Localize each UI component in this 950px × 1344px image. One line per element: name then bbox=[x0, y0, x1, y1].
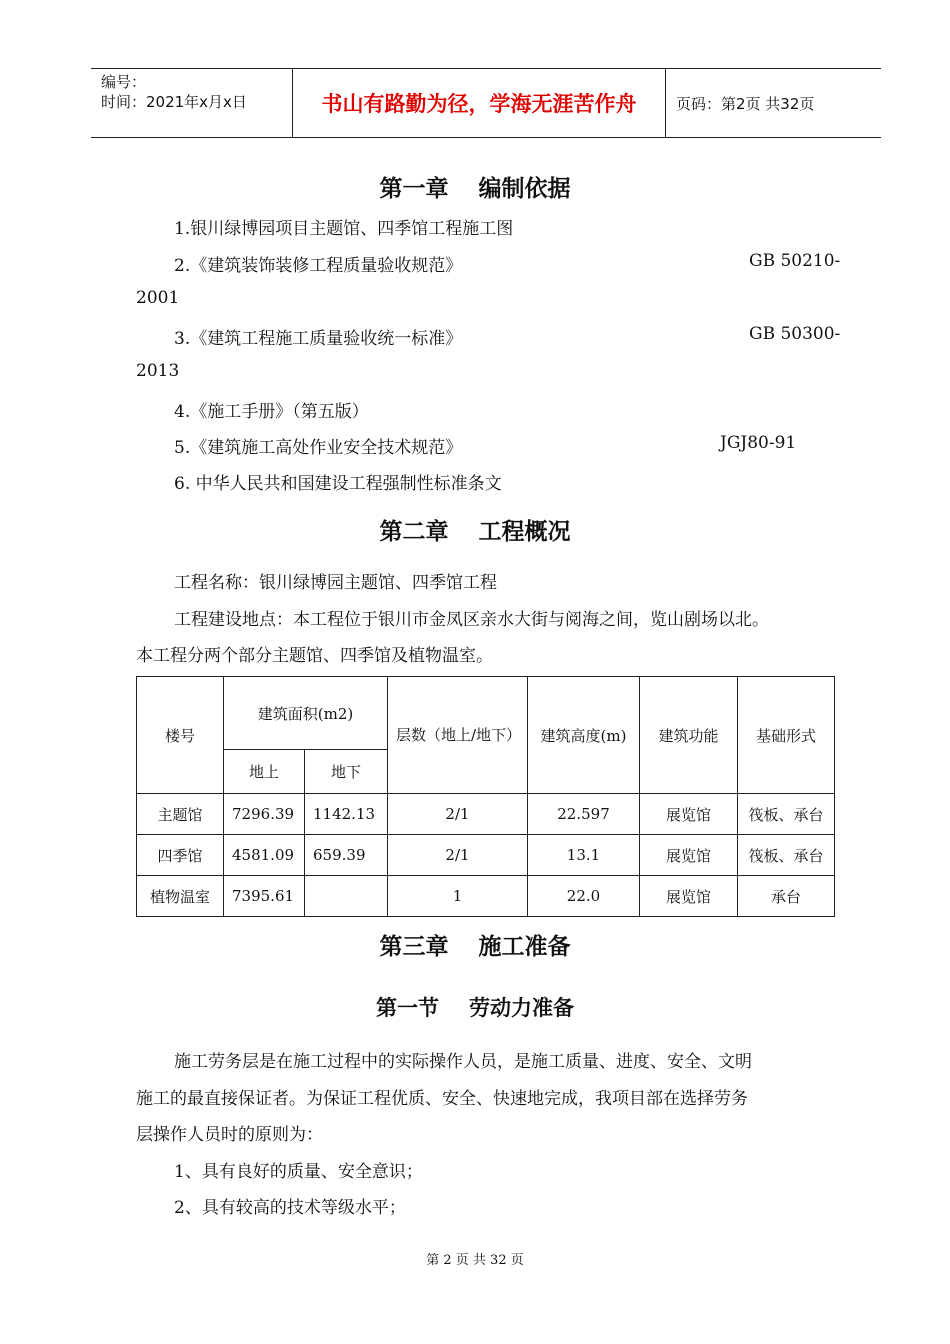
cell-function: 展览馆 bbox=[640, 835, 738, 876]
header-page-label: 页码：第2页 共32页 bbox=[676, 94, 815, 113]
cell-name: 四季馆 bbox=[137, 835, 224, 876]
cell-below: 1142.13 bbox=[305, 794, 388, 835]
cell-foundation: 筏板、承台 bbox=[738, 794, 835, 835]
table-row bbox=[137, 876, 835, 917]
time-label: 时间：2021年x月x日 bbox=[101, 93, 247, 111]
cell-function: 展览馆 bbox=[640, 794, 738, 835]
chapter1-title: 第一章 编制依据 bbox=[379, 176, 571, 202]
table-row bbox=[137, 835, 835, 876]
th-above: 地上 bbox=[224, 750, 305, 794]
cell-below: 659.39 bbox=[305, 835, 388, 876]
th-floors: 层数（地上/地下） bbox=[388, 677, 528, 794]
header-meta bbox=[91, 69, 293, 137]
project-name-line: 工程名称：银川绿博园主题馆、四季馆工程 bbox=[174, 573, 497, 593]
cell-height: 13.1 bbox=[528, 835, 640, 876]
ref-item-6: 6. 中华人民共和国建设工程强制性标准条文 bbox=[174, 474, 502, 494]
ref-item-3: 3.《建筑工程施工质量验收统一标准》 bbox=[174, 329, 463, 349]
cell-name: 主题馆 bbox=[137, 794, 224, 835]
th-below: 地下 bbox=[305, 750, 388, 794]
th-foundation: 基础形式 bbox=[738, 677, 835, 794]
project-site-line-2: 本工程分两个部分主题馆、四季馆及植物温室。 bbox=[136, 646, 493, 666]
th-height: 建筑高度(m) bbox=[528, 677, 640, 794]
header-motto: 书山有路勤为径，学海无涯苦作舟 bbox=[293, 69, 666, 137]
paragraph-line-2: 施工的最直接保证者。为保证工程优质、安全、快速地完成，我项目部在选择劳务 bbox=[136, 1089, 748, 1109]
building-table bbox=[136, 676, 835, 917]
page-header bbox=[91, 68, 881, 138]
chapter3-title: 第三章 施工准备 bbox=[379, 934, 571, 960]
chapter2-title: 第二章 工程概况 bbox=[379, 519, 571, 545]
cell-above: 4581.09 bbox=[224, 835, 305, 876]
ref-item-4: 4.《施工手册》（第五版） bbox=[174, 402, 369, 422]
ref-item-2-cont: 2001 bbox=[136, 288, 180, 308]
th-building: 楼号 bbox=[137, 677, 224, 794]
paragraph-line-1: 施工劳务层是在施工过程中的实际操作人员，是施工质量、进度、安全、文明 bbox=[174, 1052, 752, 1072]
th-area: 建筑面积(m2) bbox=[224, 677, 388, 750]
cell-foundation: 承台 bbox=[738, 876, 835, 917]
cell-name: 植物温室 bbox=[137, 876, 224, 917]
cell-floors: 2/1 bbox=[388, 835, 528, 876]
ref-item-3-std: GB 50300- bbox=[749, 324, 841, 344]
cell-below bbox=[305, 876, 388, 917]
ref-item-5-std: JGJ80-91 bbox=[720, 433, 797, 453]
ref-item-5: 5.《建筑施工高处作业安全技术规范》 bbox=[174, 438, 463, 458]
paragraph-line-3: 层操作人员时的原则为： bbox=[136, 1125, 323, 1145]
cell-floors: 1 bbox=[388, 876, 528, 917]
cell-height: 22.597 bbox=[528, 794, 640, 835]
cell-floors: 2/1 bbox=[388, 794, 528, 835]
section1-title: 第一节 劳动力准备 bbox=[376, 996, 574, 1020]
ref-item-2-std: GB 50210- bbox=[749, 251, 841, 271]
ref-item-2: 2.《建筑装饰装修工程质量验收规范》 bbox=[174, 256, 463, 276]
number-label: 编号： bbox=[101, 73, 147, 91]
cell-above: 7296.39 bbox=[224, 794, 305, 835]
principle-item-2: 2、具有较高的技术等级水平； bbox=[174, 1198, 406, 1218]
ref-item-3-cont: 2013 bbox=[136, 361, 180, 381]
project-site-line: 工程建设地点：本工程位于银川市金凤区亲水大街与阅海之间，览山剧场以北。 bbox=[174, 610, 769, 630]
th-function: 建筑功能 bbox=[640, 677, 738, 794]
cell-function: 展览馆 bbox=[640, 876, 738, 917]
ref-item-1: 1.银川绿博园项目主题馆、四季馆工程施工图 bbox=[174, 219, 514, 239]
page-footer: 第 2 页 共 32 页 bbox=[426, 1253, 524, 1268]
cell-foundation: 筏板、承台 bbox=[738, 835, 835, 876]
cell-above: 7395.61 bbox=[224, 876, 305, 917]
cell-height: 22.0 bbox=[528, 876, 640, 917]
principle-item-1: 1、具有良好的质量、安全意识； bbox=[174, 1162, 423, 1182]
table-row bbox=[137, 794, 835, 835]
